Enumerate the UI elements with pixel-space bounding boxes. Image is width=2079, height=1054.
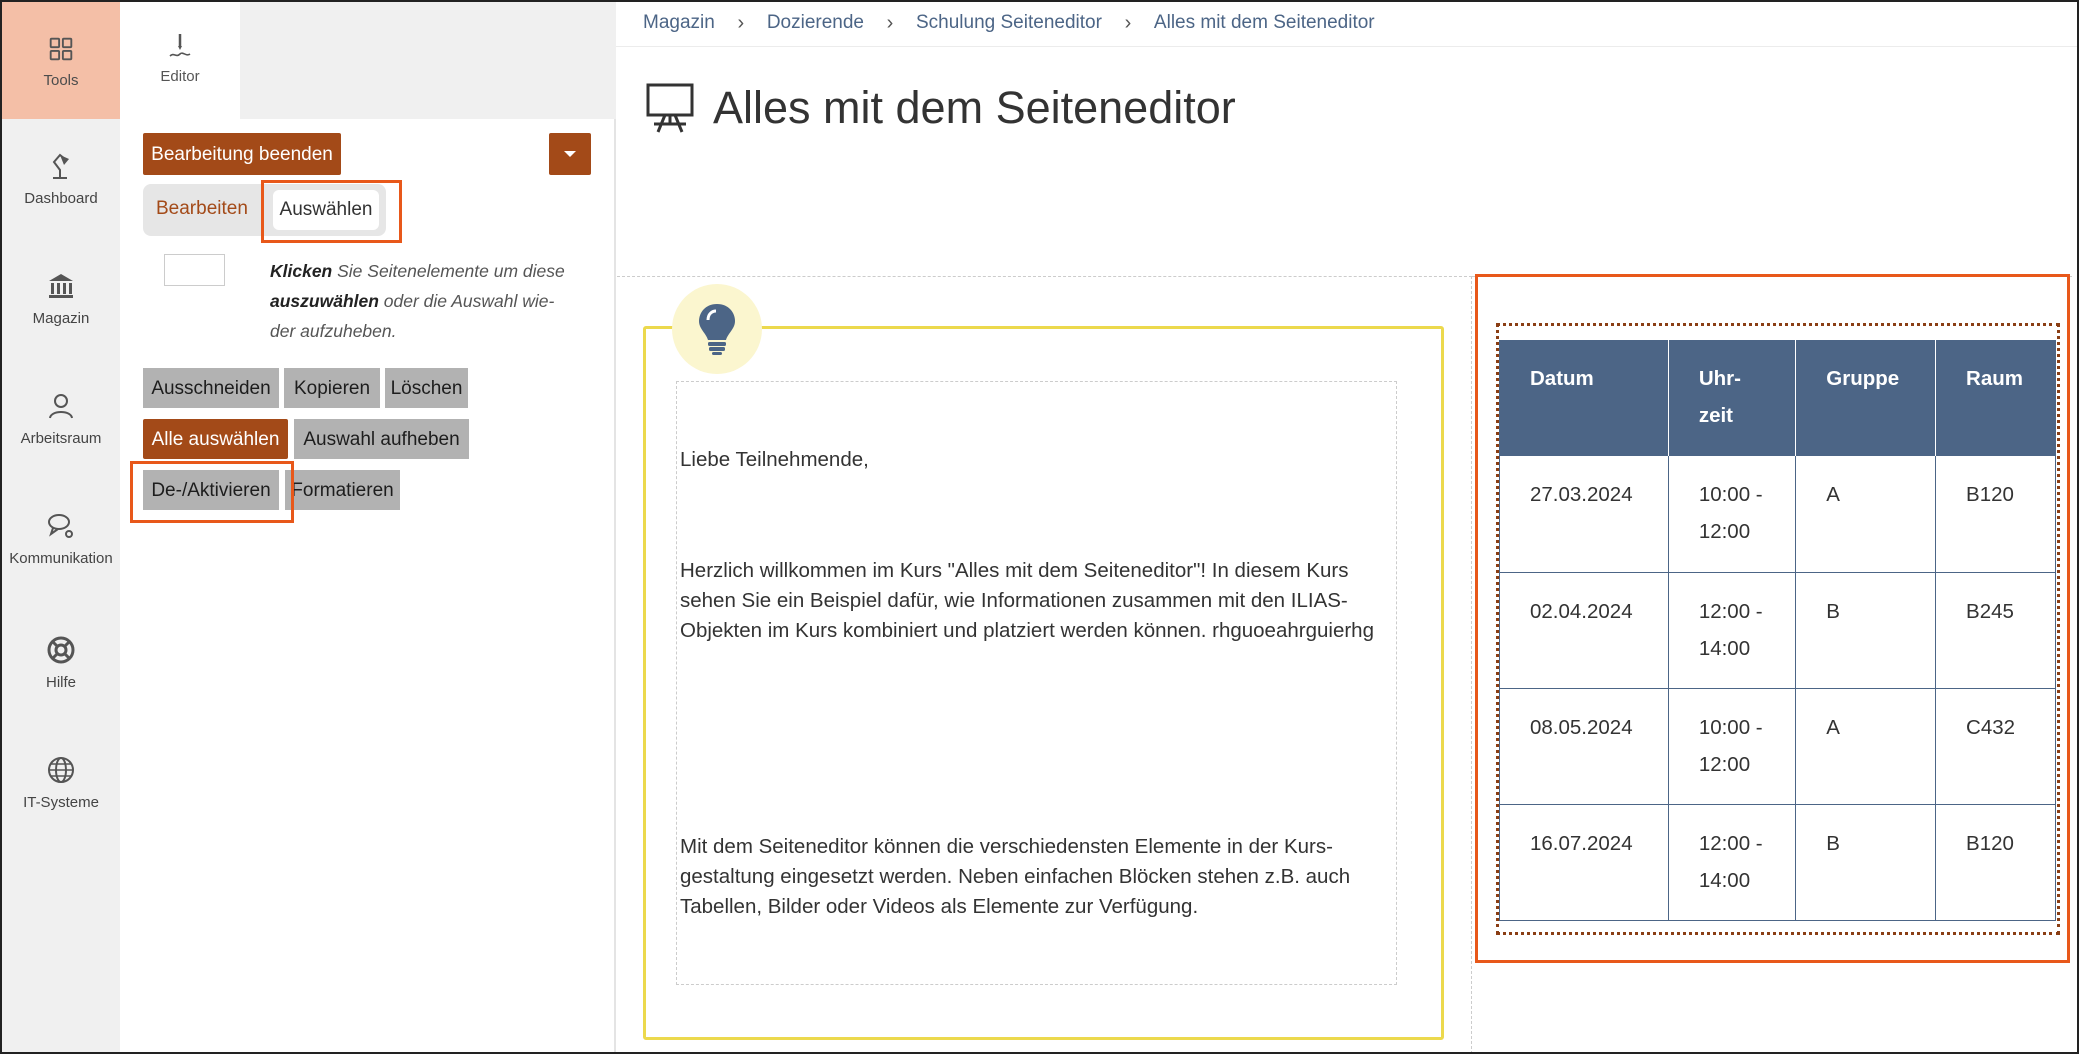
mainbar-item-it-systeme[interactable] bbox=[2, 754, 120, 811]
table-cell: A bbox=[1796, 456, 1936, 572]
table-cell: 10:00 - 12:00 bbox=[1668, 456, 1795, 572]
page-title: Alles mit dem Seiteneditor bbox=[713, 82, 1236, 133]
table-row bbox=[1500, 572, 2056, 688]
breadcrumb-item[interactable]: Schulung Seiteneditor bbox=[916, 12, 1102, 33]
tab-editor[interactable] bbox=[120, 2, 240, 119]
breadcrumb-item[interactable]: Magazin bbox=[643, 12, 715, 33]
mainbar-item-kommunikation[interactable] bbox=[2, 510, 120, 567]
note-paragraph: Mit dem Seiteneditor können die verschiedensten Elemente in der Kurs-gestaltung eingesetzt werden. Neben einfachen Blöcken stehen z.B. auch Tabellen, Bilder oder Videos als Elemente zur Verfügung. bbox=[680, 835, 1351, 918]
table-cell: 02.04.2024 bbox=[1500, 572, 1669, 688]
lightbulb-icon bbox=[696, 302, 738, 356]
delete-button[interactable]: Löschen bbox=[385, 368, 468, 408]
pen-signature-icon bbox=[167, 32, 193, 60]
schedule-table[interactable] bbox=[1499, 340, 2056, 921]
person-icon bbox=[45, 390, 77, 422]
help-span: oder die Auswahl wie-der aufzuheben. bbox=[270, 291, 555, 341]
table-cell: B bbox=[1796, 572, 1936, 688]
table-header: Datum bbox=[1500, 340, 1669, 456]
mainbar-label: IT-Systeme bbox=[23, 794, 99, 811]
desk-lamp-icon bbox=[45, 150, 77, 182]
mainbar bbox=[2, 2, 120, 1052]
breadcrumb bbox=[643, 10, 1375, 36]
table-cell: C432 bbox=[1936, 688, 2056, 804]
mainbar-item-arbeitsraum[interactable] bbox=[2, 390, 120, 447]
mode-select-button[interactable]: Auswählen bbox=[273, 190, 379, 230]
help-text bbox=[270, 256, 575, 346]
chat-icon bbox=[45, 510, 77, 542]
mainbar-label: Kommunikation bbox=[9, 550, 113, 567]
table-row bbox=[1500, 456, 2056, 572]
select-all-button[interactable]: Alle auswählen bbox=[143, 419, 288, 459]
table-cell: B245 bbox=[1936, 572, 2056, 688]
toggle-active-button[interactable]: De-/Aktivieren bbox=[143, 470, 279, 510]
chevron-right-icon: › bbox=[886, 11, 894, 34]
copy-button[interactable]: Kopieren bbox=[284, 368, 380, 408]
table-header: Uhr-zeit bbox=[1668, 340, 1795, 456]
selection-color-swatch bbox=[164, 254, 225, 286]
lightbulb-badge bbox=[672, 284, 762, 374]
presentation-board-icon bbox=[645, 82, 695, 134]
mainbar-label: Arbeitsraum bbox=[20, 430, 102, 447]
table-row bbox=[1500, 688, 2056, 804]
mainbar-label: Hilfe bbox=[45, 674, 76, 691]
breadcrumb-item[interactable]: Alles mit dem Seiteneditor bbox=[1153, 12, 1375, 33]
mainbar-item-hilfe[interactable] bbox=[2, 634, 120, 691]
mainbar-item-magazin[interactable] bbox=[2, 270, 120, 327]
help-strong: Klicken bbox=[270, 261, 333, 281]
table-header: Raum bbox=[1936, 340, 2056, 456]
deselect-button[interactable]: Auswahl aufheben bbox=[294, 419, 469, 459]
cut-button[interactable]: Ausschneiden bbox=[143, 368, 279, 408]
mainbar-item-dashboard[interactable] bbox=[2, 150, 120, 207]
grid-icon bbox=[46, 34, 76, 64]
table-cell: A bbox=[1796, 688, 1936, 804]
slate-tabs bbox=[120, 2, 616, 119]
table-cell: 27.03.2024 bbox=[1500, 456, 1669, 572]
chevron-right-icon: › bbox=[1124, 11, 1132, 34]
table-cell: 08.05.2024 bbox=[1500, 688, 1669, 804]
mode-edit-button[interactable]: Bearbeiten bbox=[156, 198, 248, 219]
format-button[interactable]: Formatieren bbox=[285, 470, 400, 510]
table-row bbox=[1500, 804, 2056, 920]
header-divider bbox=[616, 46, 2077, 47]
table-cell: 16.07.2024 bbox=[1500, 804, 1669, 920]
help-span: Sie Seitenelemente um diese bbox=[332, 261, 565, 281]
mainbar-label: Dashboard bbox=[24, 190, 98, 207]
table-cell: B120 bbox=[1936, 456, 2056, 572]
note-greeting: Liebe Teilnehmende, bbox=[680, 448, 869, 471]
editor-slate bbox=[120, 2, 616, 1052]
mode-switch bbox=[143, 184, 386, 236]
mainbar-label: Magazin bbox=[32, 310, 90, 327]
help-strong: auszuwählen bbox=[270, 291, 379, 311]
note-paragraph: Herzlich willkommen im Kurs "Alles mit dem Seiteneditor"! In diesem Kurs sehen Sie ein Beispiel dafür, wie Informationen zusammen mit den ILIAS-Objekten im Kurs kombiniert und platziert werden können. rhguoeahrguierhg bbox=[680, 559, 1374, 642]
table-cell: 10:00 - 12:00 bbox=[1668, 688, 1795, 804]
mainbar-label: Tools bbox=[43, 72, 79, 89]
breadcrumb-item[interactable]: Dozierende bbox=[766, 12, 864, 33]
chevron-down-icon[interactable] bbox=[549, 133, 591, 175]
chevron-right-icon: › bbox=[737, 11, 745, 34]
table-cell: B120 bbox=[1936, 804, 2056, 920]
finish-editing-button[interactable]: Bearbeitung beenden bbox=[143, 133, 341, 175]
mainbar-item-tools[interactable] bbox=[2, 2, 120, 119]
table-cell: B bbox=[1796, 804, 1936, 920]
table-header-row bbox=[1500, 340, 2056, 456]
table-cell: 12:00 - 14:00 bbox=[1668, 804, 1795, 920]
globe-icon bbox=[45, 754, 77, 786]
lifebuoy-icon bbox=[45, 634, 77, 666]
bank-icon bbox=[45, 270, 77, 302]
table-cell: 12:00 - 14:00 bbox=[1668, 572, 1795, 688]
tab-editor-label: Editor bbox=[160, 68, 200, 85]
table-header: Gruppe bbox=[1796, 340, 1936, 456]
